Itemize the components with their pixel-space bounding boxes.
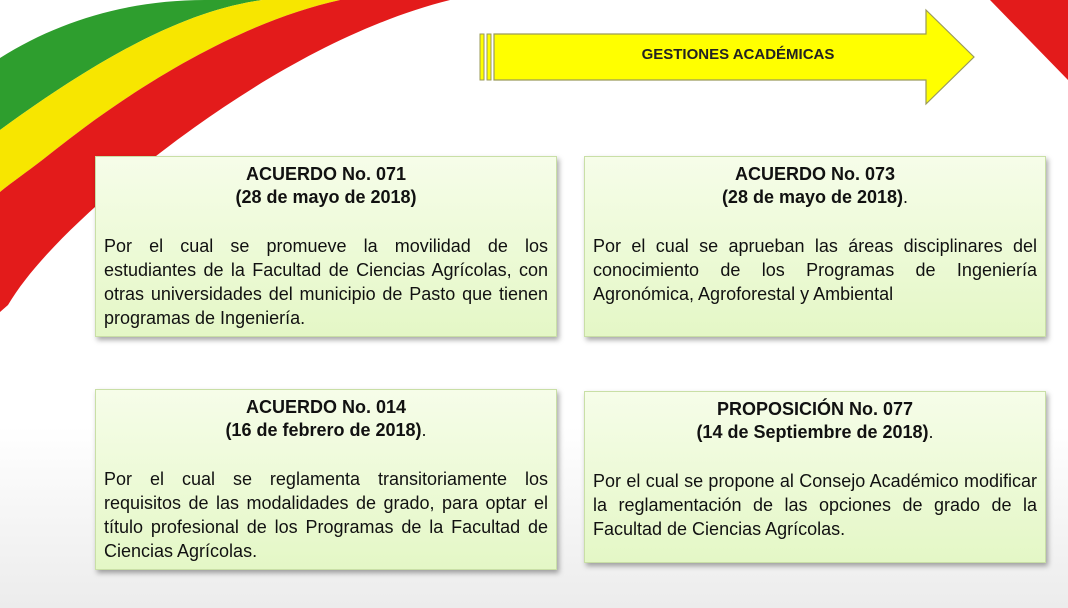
card-date: (14 de Septiembre de 2018): [696, 422, 929, 442]
banner-title: GESTIONES ACADÉMICAS: [641, 46, 835, 63]
card-description: Por el cual se aprueban las áreas disciplinares del conocimiento de los Programas de Ingeniería Agronómica, Agroforestal y Ambiental: [593, 236, 1037, 304]
banner-arrow: [478, 8, 978, 106]
card-title: ACUERDO No. 014: [245, 397, 407, 417]
card-title: ACUERDO No. 071: [245, 164, 407, 184]
acuerdo-014-card: [95, 389, 557, 570]
acuerdo-073-card: [584, 156, 1046, 337]
acuerdo-071-card: [95, 156, 557, 337]
corner-red-ribbon: [990, 0, 1068, 80]
card-date: (16 de febrero de 2018): [225, 420, 422, 440]
card-title: PROPOSICIÓN No. 077: [716, 399, 914, 419]
card-title: ACUERDO No. 073: [734, 164, 896, 184]
card-description: Por el cual se propone al Consejo Académico modificar la reglamentación de las opciones de grado de la Facultad de Ciencias Agrícolas.: [593, 471, 1037, 539]
card-date-tail: .: [903, 187, 909, 207]
proposicion-077-card: [584, 391, 1046, 563]
card-date: (28 de mayo de 2018): [235, 187, 417, 207]
card-date: (28 de mayo de 2018): [721, 187, 904, 207]
card-description: Por el cual se promueve la movilidad de los estudiantes de la Facultad de Ciencias Agrícolas, con otras universidades del municipio de Pasto que tienen programas de Ingeniería.: [104, 236, 548, 328]
card-description: Por el cual se reglamenta transitoriamente los requisitos de las modalidades de grado, para optar el título profesional de los Programas de la Facultad de Ciencias Agrícolas.: [104, 469, 548, 561]
card-date-tail: .: [421, 420, 427, 440]
card-date-tail: .: [928, 422, 934, 442]
